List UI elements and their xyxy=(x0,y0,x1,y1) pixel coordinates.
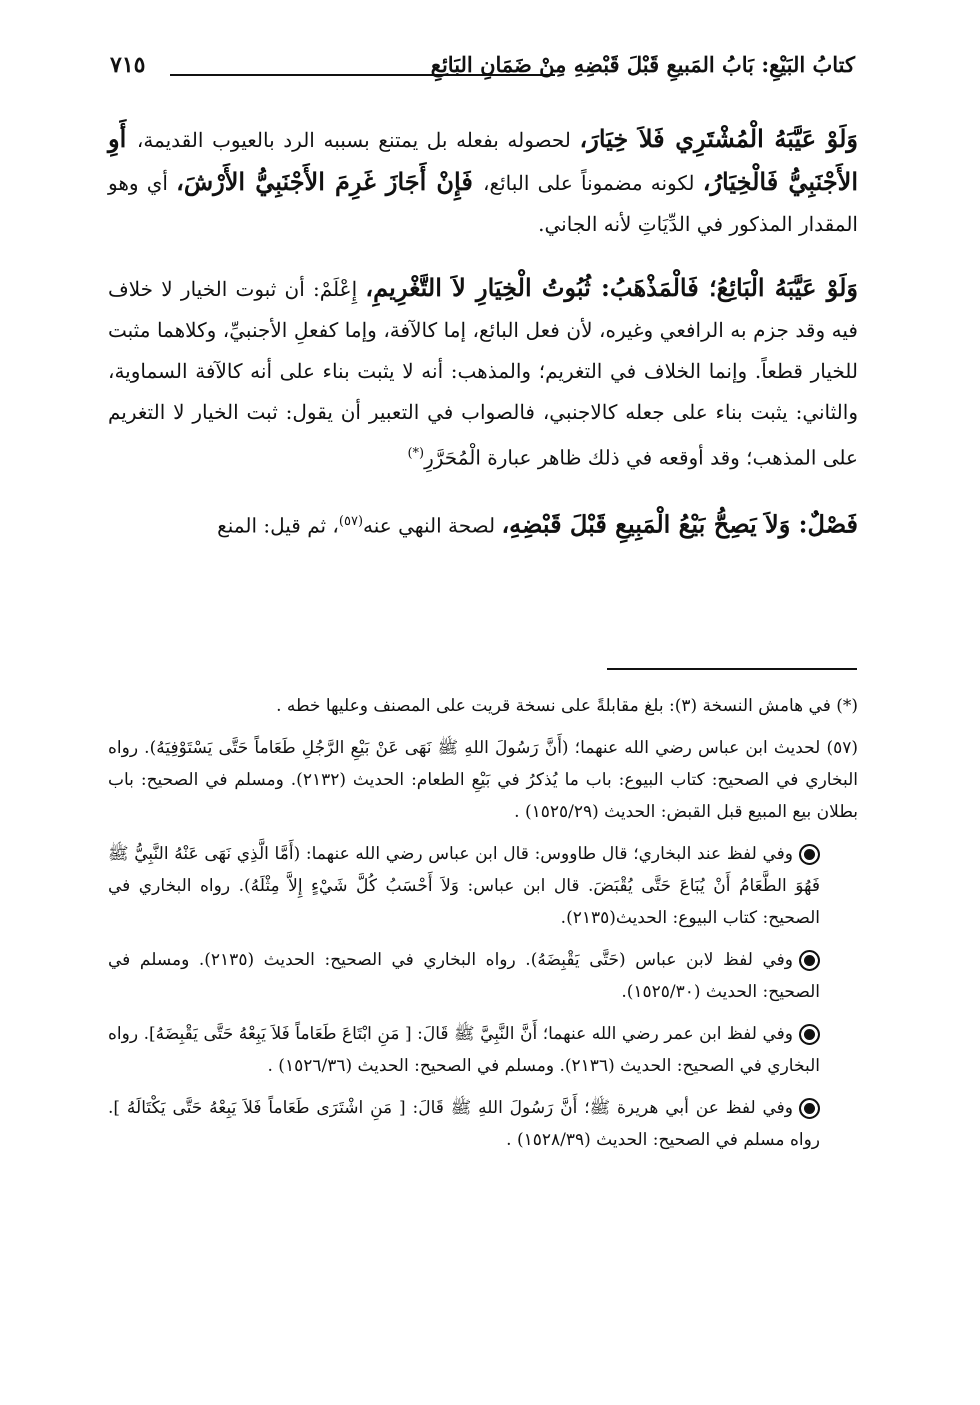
header-rule xyxy=(170,74,555,76)
header-title: كتابُ البَيْعِ: بَابُ المَبيعِ قَبْلَ قَبْضِهِ مِنْ ضَمَانِ البَائِعِ xyxy=(430,52,855,77)
footnote-bullet-item xyxy=(108,1092,858,1156)
footnote-bullet-item xyxy=(108,838,858,934)
footnote-star: (*) في هامش النسخة (٣): بلغ مقابلةً على نسخة قريت على المصنف وعليها خطه . xyxy=(276,696,858,716)
footnote-bullet-item xyxy=(108,1018,858,1082)
footnote-bullet-text: وفي لفظ عن أبي هريرة ﷺ؛ أَنَّ رَسُولَ اللهِ ﷺ قَالَ: [ مَنِ اشْتَرَى طَعَاماً فَلاَ يَبِعْهُ حَتَّى يَكْتَالَهُ ]. رواه مسلم في الصحيح: الحديث (١٥٢٨/٣٩) . xyxy=(108,1098,820,1150)
paragraph-1 xyxy=(108,118,858,245)
commentary-text: لحصوله بفعله بل يمتنع بسببه الرد بالعيوب القديمة، xyxy=(136,128,580,152)
matn-text: أَوِ الأَجْنَبِيُّ فَالْخِيَارُ، xyxy=(108,124,859,196)
bullet-icon xyxy=(799,844,820,865)
matn-text: وَلَوْ عَيَّبَهُ الْبَائِعُ؛ فَالْمَذْهَبُ: ثُبُوتُ الْخِيَارِ لاَ التَّغْرِيمِ، xyxy=(365,273,859,302)
page-number: ٧١٥ xyxy=(110,52,146,78)
commentary-text: أي وهو المقدار المذكور في الدِّيَاتِ لأنه الجاني. xyxy=(108,171,858,236)
matn-text: فَإِنْ أَجَازَ غَرِمَ الأَجْنَبِيُّ الأَرْشَ، xyxy=(176,167,483,196)
footnote-ref-57[interactable]: (٥٧) xyxy=(338,513,364,529)
commentary-text: ، ثم قيل: المنع xyxy=(217,513,339,538)
commentary-text: إِعْلَمْ: أن ثبوت الخيار لا خلاف فيه وقد جزم به الرافعي وغيره، لأن فعل البائع، إما كالآفة، وإما كفعلِ الأجنبيِّ، وكلاهما مثبت للخيار قطعاً. وإنما الخلاف في التغريم؛ والمذهب: أنه لا يثبت بناء على أنه كالآفة السماوية، والثاني: يثبت بناء على جعله كالاجنبي، فالصواب في التعبير أن يقول: ثبت الخيار لا التغريم على المذهب؛ وقد أوقعه في ذلك ظاهر عبارة الْمُحَرَّرِ xyxy=(108,277,858,470)
footnote-bullet-item xyxy=(108,944,858,1008)
paragraph-2 xyxy=(108,267,858,479)
bullet-icon xyxy=(799,950,820,971)
matn-text: فَصْلٌ: وَلاَ يَصِحُّ بَيْعُ الْمَبِيعِ قَبْلَ قَبْضِهِ، xyxy=(501,509,858,539)
footnote-ref-star[interactable]: (*) xyxy=(407,446,425,461)
footnote-57: (٥٧) لحديث ابن عباس رضي الله عنهما؛ (أَنَّ رَسُولَ اللهِ ﷺ نَهَى عَنْ بَيْعِ الرَّجُلِ طَعَاماً حَتَّى يَسْتَوْفِيَهُ). رواه البخاري في الصحيح: كتاب البيوع: باب ما يُذكرُ في بَيْعِ الطعام: الحديث (٢١٣٢). ومسلم في الصحيح: باب بطلان بيع المبيع قبل القبض: الحديث (١٥٢٥/٢٩) . xyxy=(108,738,858,822)
footnote-bullet-text: وفي لفظ لابن عباس (حَتَّى يَقْبِضَهُ). رواه البخاري في الصحيح: الحديث (٢١٣٥). ومسلم في الصحيح: الحديث (١٥٢٥/٣٠). xyxy=(108,950,820,1002)
bullet-icon xyxy=(799,1098,820,1119)
footnote-bullet-text: وفي لفظ ابن عمر رضي الله عنهما؛ أَنَّ النَّبِيَّ ﷺ قَالَ: [ مَنِ ابْتَاعَ طَعَاماً فَلاَ يَبِعْهُ حَتَّى يَقْبِضَهُ]. رواه البخاري في الصحيح: الحديث (٢١٣٦). ومسلم في الصحيح: الحديث (١٥٢٦/٣٦) . xyxy=(108,1024,820,1076)
commentary-text: لكونه مضموناً على البائع، xyxy=(483,171,703,195)
paragraph-3 xyxy=(108,501,858,547)
footnote-bullet-text: وفي لفظ عند البخاري؛ قال طاووس: قال ابن عباس رضي الله عنهما: (أَمَّا الَّذِي نَهَى عَنْهُ النَّبِيُّ ﷺ فَهُوَ الطَّعَامُ أَنْ يُبَاعَ حَتَّى يُقْبَضَ. قال ابن عباس: وَلاَ أَحْسَبُ كُلَّ شَيْءٍ إِلاَّ مِثْلَهُ). رواه البخاري في الصحيح: كتاب البيوع: الحديث(٢١٣٥). xyxy=(108,844,820,928)
matn-text: وَلَوْ عَيَّبَهُ الْمُشْتَرِي فَلاَ خِيَارَ، xyxy=(579,124,858,153)
footnotes xyxy=(108,690,858,1166)
footnote-separator xyxy=(607,668,857,670)
running-header xyxy=(110,52,855,86)
commentary-text: لصحة النهي عنه xyxy=(363,513,502,538)
bullet-icon xyxy=(799,1024,820,1045)
main-text xyxy=(108,118,858,568)
